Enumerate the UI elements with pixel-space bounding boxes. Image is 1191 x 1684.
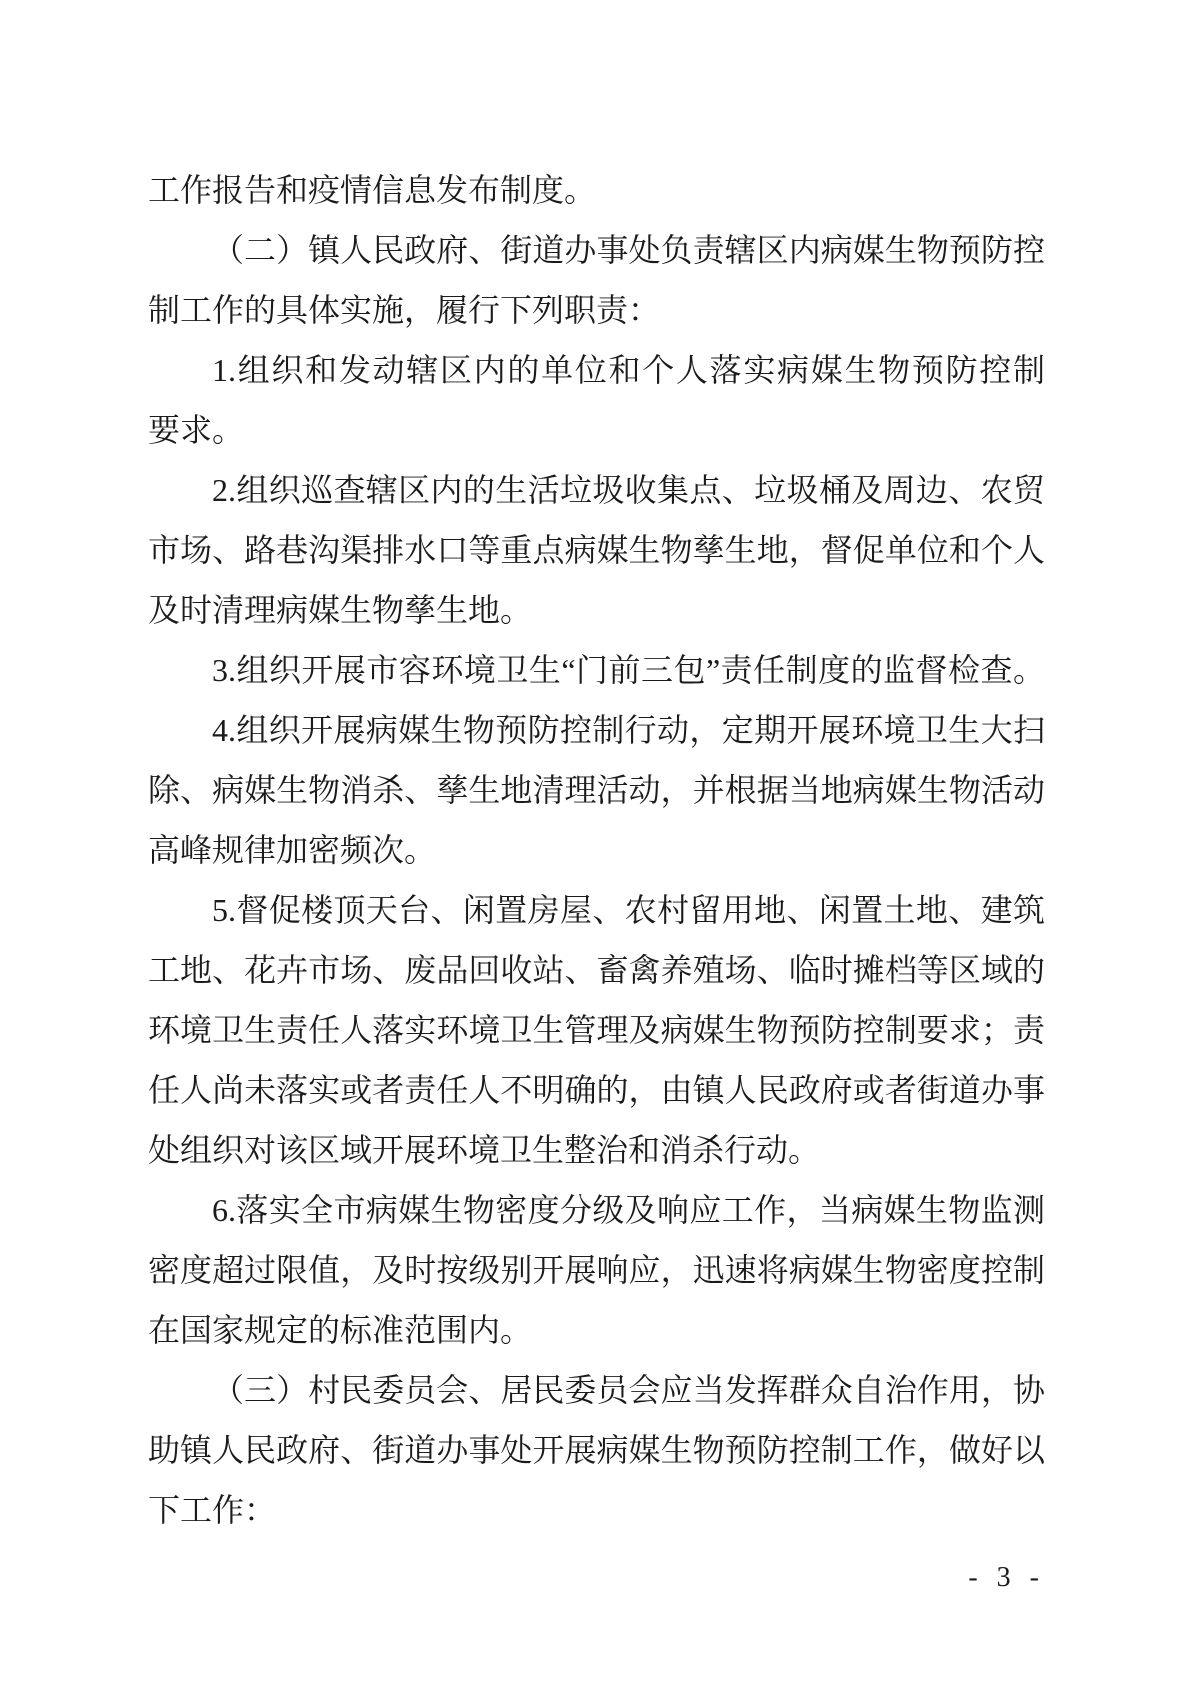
- text-line: （二）镇人民政府、街道办事处负责辖区内病媒生物预防控: [212, 232, 1045, 268]
- text-line: 要求。: [148, 412, 245, 448]
- text-line: 2.组织巡查辖区内的生活垃圾收集点、垃圾桶及周边、农贸: [212, 472, 1045, 508]
- text-line: 5.督促楼顶天台、闲置房屋、农村留用地、闲置土地、建筑: [212, 892, 1045, 928]
- page-number: - 3 -: [968, 1562, 1045, 1593]
- text-line: 6.落实全市病媒生物密度分级及响应工作，当病媒生物监测: [212, 1192, 1045, 1228]
- text-line: 1.组织和发动辖区内的单位和个人落实病媒生物预防控制: [212, 352, 1045, 388]
- text-line: 3.组织开展市容环境卫生“门前三包”责任制度的监督检查。: [212, 652, 1045, 688]
- text-line: 除、病媒生物消杀、孳生地清理活动，并根据当地病媒生物活动: [148, 772, 1045, 808]
- text-line: 密度超过限值，及时按级别开展响应，迅速将病媒生物密度控制: [148, 1252, 1045, 1288]
- text-line: 助镇人民政府、街道办事处开展病媒生物预防控制工作，做好以: [148, 1432, 1045, 1468]
- text-line: 4.组织开展病媒生物预防控制行动，定期开展环境卫生大扫: [212, 712, 1045, 748]
- document-body: [148, 160, 1045, 1540]
- text-line: 环境卫生责任人落实环境卫生管理及病媒生物预防控制要求；责: [148, 1012, 1045, 1048]
- text-line: 工地、花卉市场、废品回收站、畜禽养殖场、临时摊档等区域的: [148, 952, 1045, 988]
- text-line: 下工作：: [148, 1492, 277, 1528]
- text-line: 任人尚未落实或者责任人不明确的，由镇人民政府或者街道办事: [148, 1072, 1045, 1108]
- text-line: 高峰规律加密频次。: [148, 832, 437, 868]
- text-line: 及时清理病媒生物孳生地。: [148, 592, 533, 628]
- text-line: （三）村民委员会、居民委员会应当发挥群众自治作用，协: [212, 1372, 1045, 1408]
- text-line: 市场、路巷沟渠排水口等重点病媒生物孳生地，督促单位和个人: [148, 532, 1045, 568]
- text-line: 在国家规定的标准范围内。: [148, 1312, 533, 1348]
- text-line: 制工作的具体实施，履行下列职责：: [148, 292, 661, 328]
- text-line: 处组织对该区域开展环境卫生整治和消杀行动。: [148, 1132, 821, 1168]
- text-line: 工作报告和疫情信息发布制度。: [148, 172, 597, 208]
